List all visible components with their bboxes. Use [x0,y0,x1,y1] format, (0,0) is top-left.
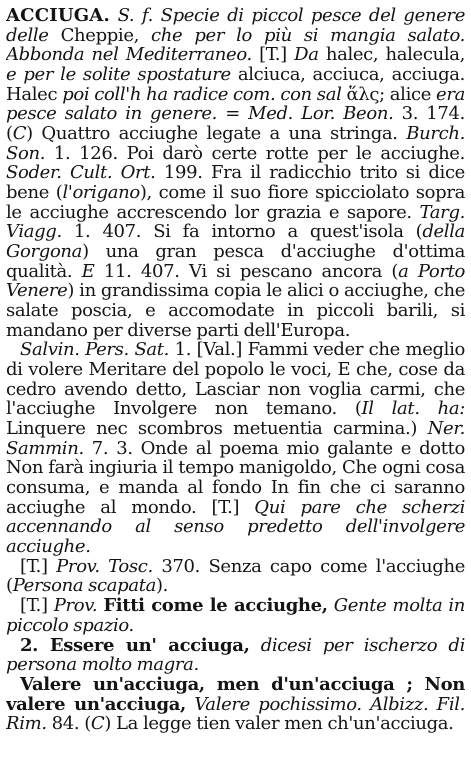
italic-run: a Porto Venere [6,260,465,302]
italic-run: Salvin. Pers. Sat. [20,339,170,361]
text-run: 199. Fra il radicchio trito si dice bene ( [6,162,465,204]
text-run: halec, halecula, [318,44,465,66]
text-run: [T.] [20,555,57,577]
text-run: [T.] [251,44,295,66]
text-run: Linquere nec scombros metuentia carmina.) [6,418,428,440]
italic-run: Da [294,44,319,66]
italic-run: Targ. Viagg. [6,201,465,243]
text-run: 1. 407. Si fa intorno a quest'isola ( [61,221,423,243]
text-run: Cheppie, [48,24,152,46]
dictionary-page [6,6,465,757]
entry-paragraph [6,636,465,675]
italic-run: Soder. Cult. Ort. [6,162,156,184]
italic-run: Prov. [53,595,98,617]
text-run: ), come il suo fiore spicciolato sopra le acciughe accrescendo lor grazia e sapore. [6,182,465,223]
text-run: 1. 126. Poi darò certe rotte per le acciughe. [45,142,465,164]
italic-run: che per lo più si mangia salato. Abbonda nel Mediterraneo. [6,24,465,66]
text-run: ) Quattro acciughe legate a una stringa. [26,123,407,145]
text-run [249,635,260,656]
italic-run: l'origano [62,182,140,204]
italic-run: Ner. Sammin. [6,418,465,459]
entry-paragraph [6,557,465,596]
entry-paragraph [6,596,465,635]
text-run: 7. 3. Onde al poema mio galante e dotto Non farà ingiuria il tempo manigoldo, Che ogni cosa consuma, e manda al fondo In fin che ci saranno acciughe al mondo. [T.] [6,437,465,518]
entry-paragraph [6,340,465,556]
headword: ACCIUGA. [6,6,110,26]
text-run: = [217,103,249,125]
text-run: 3. 174. ( [6,103,465,145]
italic-run: Il lat. ha: [361,398,465,420]
italic-run: E [81,260,95,282]
text-run: 370. Senza capo come l'acciughe ( [6,555,465,597]
italic-run: Med. Lor. Beon. [248,103,394,125]
text-run: ἅλς; alice [341,83,437,105]
text-run: ) una gran pesca d'acciughe d'ottima qualità. [6,241,465,282]
italic-run: C [12,123,27,145]
italic-run: Prov. Tosc. [56,555,153,577]
bold-phrase: 2. Essere un' acciuga, [20,634,250,656]
italic-run: della Gorgona [6,221,465,263]
text-run: 1. [Val.] Fammi veder che meglio di volere Meritare del popolo le voci, E che, cose da cedro avendo detto, Lasciar non voglia carmi, che l'acciughe Involgere non temano. ( [6,339,465,420]
italic-run: C [90,713,105,735]
italic-run: poi coll'h ha radice com. con sal [62,83,342,105]
bold-phrase: Valere un'acciuga, men d'un'acciuga ; Non valere un'acciuga, [6,673,465,715]
dictionary-entry-acciuga [6,6,465,734]
italic-run: Persona scapata [12,575,156,597]
italic-run: Qui pare che scherzi accennando al senso predetto dell'involgere acciughe. [6,496,465,558]
text-run [110,6,118,26]
text-run: 84. ( [46,713,91,735]
entry-paragraph [6,675,465,734]
entry-paragraph [6,6,465,340]
italic-run: era pesce salato in genere. [6,83,465,125]
bold-phrase: Fitti come le acciughe, [103,595,328,617]
text-run: ) in grandissima copia le alici o acciughe, che salate poscia, e accomodate in piccoli barili, si mandano per diverse parti dell'Europa. [6,280,465,341]
italic-run: Valere pochissimo. Albizz. Fil. Rim. [6,693,465,735]
italic-run: Gente molta in piccolo spazio. [6,595,465,636]
italic-run: Burch. Son. [6,123,465,164]
text-run: alciuca, acciuca, acciuga. Halec [6,64,465,105]
text-run: ) La legge tien valer men ch'un'acciuga. [104,713,454,735]
text-run: [T.] [20,595,54,617]
italic-run: S. f. Specie di piccol pesce del genere delle [6,6,465,46]
italic-run: dicesi per ischerzo di persona molto magra. [6,634,465,676]
text-run: ). [156,575,169,597]
text-run: 11. 407. Vi si pescano ancora ( [94,260,399,282]
italic-run: e per le solite spostature [6,64,231,86]
